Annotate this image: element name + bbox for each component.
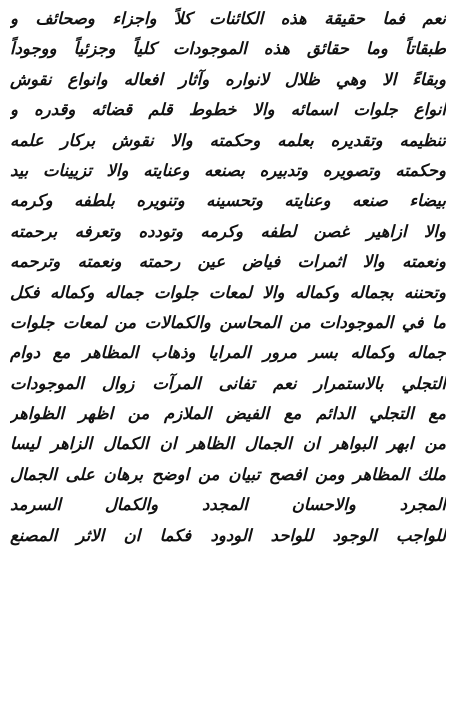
manuscript-text-block [10, 4, 446, 551]
manuscript-line-11: ما في الموجودات من المحاسن والكمالات من لمعات جلوات [10, 312, 446, 332]
manuscript-line-4: انواع جلوات اسمائه والا خطوط قلم قضائه وقدره و [10, 100, 446, 120]
manuscript-line-9: ونعمته والا اثمرات فياض عين رحمته ونعمته وترحمه [10, 252, 446, 272]
manuscript-line-6: وحكمته وتصويره وتدبيره بصنعه وعنايته والا تزيينات بيد [10, 160, 446, 180]
manuscript-line-5: تنظيمه وتقديره بعلمه وحكمته والا نقوش بركار علمه [10, 130, 446, 150]
manuscript-line-8: والا ازاهير غصن لطفه وكرمه وتودده وتعرفه برحمته [10, 221, 446, 241]
manuscript-line-3: وبقاءً الا وهي ظلال لانواره وآثار افعاله وانواع نقوش [10, 69, 446, 89]
manuscript-line-12: جماله وكماله بسر مرور المرايا وذهاب المظاهر مع دوام [10, 343, 446, 363]
manuscript-line-2: طبقاتاً وما حقائق هذه الموجودات كلياً وجزئياً ووجوداً [10, 39, 446, 59]
manuscript-line-1: نعم فما حقيقة هذه الكائنات كلاً واجزاء وصحائف و [10, 9, 446, 28]
manuscript-line-16: ملك المظاهر ومن افصح تبيان من اوضح برهان على الجمال [10, 464, 446, 484]
manuscript-line-18: للواجب الوجود للواحد الودود فكما ان الاثر المصنع [10, 525, 446, 545]
manuscript-line-13: التجلي بالاستمرار نعم تفانى المرآت زوال الموجودات [10, 373, 446, 393]
manuscript-line-17: المجرد والاحسان المجدد والكمال السرمد [10, 495, 446, 515]
manuscript-line-10: وتحننه بجماله وكماله والا لمعات جلوات جماله وكماله فكل [10, 282, 446, 302]
manuscript-line-7: بيضاء صنعه وعنايته وتحسينه وتنويره بلطفه وكرمه [10, 191, 446, 211]
manuscript-line-15: من ابهر البواهر ان الجمال الظاهر ان الكمال الزاهر ليسا [10, 434, 446, 454]
manuscript-line-14: مع التجلي الدائم مع الفيض الملازم من اظهر الظواهر [10, 404, 446, 424]
